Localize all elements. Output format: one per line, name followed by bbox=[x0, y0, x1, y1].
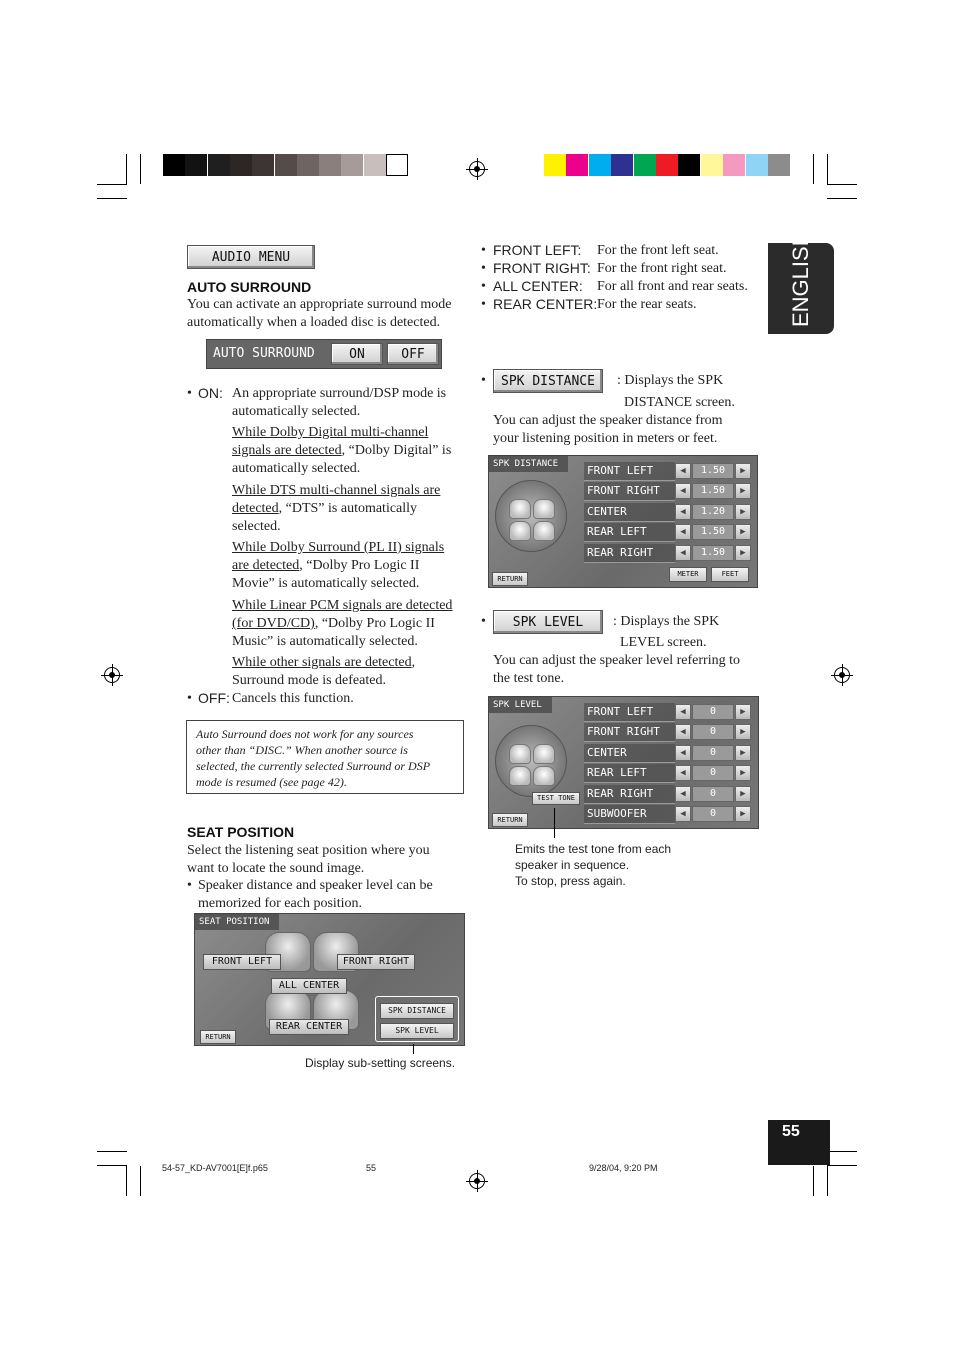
auto-surround-item: While Linear PCM signals are detected (for DVD/CD), “Dolby Pro Logic II Music” is automatically selected. bbox=[232, 598, 453, 649]
decrease-arrow-icon[interactable]: ◀ bbox=[675, 524, 691, 540]
registration-mark-icon bbox=[831, 664, 853, 686]
page-number: 55 bbox=[782, 1123, 800, 1140]
seat-position-intro: Select the listening seat position where you want to locate the sound image. bbox=[187, 843, 430, 876]
crop-mark bbox=[827, 154, 828, 184]
setting-value: 0 bbox=[692, 724, 734, 740]
crop-mark bbox=[126, 154, 127, 184]
setting-row bbox=[584, 523, 754, 541]
color-swatch bbox=[701, 154, 723, 176]
setting-row-name: CENTER bbox=[584, 744, 675, 763]
spk-distance-bullet: • bbox=[481, 373, 486, 388]
setting-value: 1.50 bbox=[692, 545, 734, 561]
crop-mark bbox=[126, 1166, 127, 1196]
seat-bullet: • bbox=[187, 878, 192, 893]
spk-level-text: You can adjust the speaker level referring to the test tone. bbox=[493, 653, 740, 686]
speaker-layout-icon bbox=[495, 725, 567, 797]
side-tab bbox=[768, 230, 834, 334]
color-swatch bbox=[566, 154, 588, 176]
seat-option-bullet: • bbox=[481, 297, 486, 312]
footer-date: 9/28/04, 9:20 PM bbox=[589, 1163, 658, 1173]
spk-distance-menu-button[interactable]: SPK DISTANCE bbox=[493, 369, 603, 393]
setting-value: 1.50 bbox=[692, 524, 734, 540]
increase-arrow-icon[interactable]: ▶ bbox=[735, 463, 751, 479]
seat-option-bullet: • bbox=[481, 243, 486, 258]
setting-row bbox=[584, 503, 754, 521]
increase-arrow-icon[interactable]: ▶ bbox=[735, 545, 751, 561]
increase-arrow-icon[interactable]: ▶ bbox=[735, 504, 751, 520]
decrease-arrow-icon[interactable]: ◀ bbox=[675, 765, 691, 781]
off-bullet: • bbox=[187, 691, 192, 706]
meter-button[interactable]: METER bbox=[669, 567, 707, 582]
color-swatch bbox=[275, 154, 297, 176]
decrease-arrow-icon[interactable]: ◀ bbox=[675, 724, 691, 740]
setting-row bbox=[584, 764, 754, 782]
spk-level-button[interactable]: SPK LEVEL bbox=[380, 1023, 454, 1039]
color-swatch bbox=[589, 154, 611, 176]
decrease-arrow-icon[interactable]: ◀ bbox=[675, 504, 691, 520]
increase-arrow-icon[interactable]: ▶ bbox=[735, 524, 751, 540]
seat-icon bbox=[533, 744, 555, 764]
seat-option-label: FRONT RIGHT: bbox=[493, 260, 591, 276]
setting-row bbox=[584, 703, 754, 721]
seat-position-panel bbox=[194, 913, 465, 1046]
setting-value: 1.20 bbox=[692, 504, 734, 520]
seat-position-caption: Display sub-setting screens. bbox=[305, 1056, 456, 1070]
decrease-arrow-icon[interactable]: ◀ bbox=[675, 786, 691, 802]
seat-option-desc: For all front and rear seats. bbox=[597, 279, 748, 294]
setting-value: 0 bbox=[692, 806, 734, 822]
setting-row-name: SUBWOOFER bbox=[584, 805, 675, 824]
seat-option-label: FRONT LEFT: bbox=[493, 242, 582, 258]
crop-mark bbox=[827, 198, 857, 199]
seat-option-desc: For the front left seat. bbox=[597, 243, 719, 258]
increase-arrow-icon[interactable]: ▶ bbox=[735, 806, 751, 822]
spk-level-panel bbox=[488, 696, 759, 829]
auto-surround-other: While other signals are detected, Surround mode is defeated. bbox=[232, 655, 416, 688]
auto-surround-item: While DTS multi-channel signals are detected, “DTS” is automatically selected. bbox=[232, 483, 441, 534]
audio-menu-button[interactable]: AUDIO MENU bbox=[187, 245, 315, 269]
seat-icon bbox=[509, 521, 531, 541]
registration-mark-icon bbox=[466, 158, 488, 180]
seat-option-bullet: • bbox=[481, 279, 486, 294]
spk-distance-desc-2: DISTANCE screen. bbox=[624, 395, 735, 410]
crop-mark bbox=[827, 1165, 857, 1166]
spk-distance-panel bbox=[488, 455, 758, 588]
seat-option-bullet: • bbox=[481, 261, 486, 276]
spk-level-panel-title: SPK LEVEL bbox=[489, 697, 552, 713]
decrease-arrow-icon[interactable]: ◀ bbox=[675, 806, 691, 822]
crop-mark bbox=[813, 1166, 814, 1196]
color-swatch bbox=[634, 154, 656, 176]
auto-surround-heading: AUTO SURROUND bbox=[187, 279, 312, 295]
setting-row-name: FRONT LEFT bbox=[584, 462, 675, 481]
auto-surround-item: While Dolby Digital multi-channel signals are detected, “Dolby Digital” is automatically selected. bbox=[232, 425, 452, 476]
all-center-button[interactable]: ALL CENTER bbox=[271, 978, 347, 994]
spk-level-bullet: • bbox=[481, 614, 486, 629]
setting-row-name: REAR RIGHT bbox=[584, 544, 675, 563]
spk-level-menu-button[interactable]: SPK LEVEL bbox=[493, 610, 603, 634]
increase-arrow-icon[interactable]: ▶ bbox=[735, 704, 751, 720]
auto-surround-off-button[interactable]: OFF bbox=[387, 343, 439, 365]
color-swatch bbox=[723, 154, 745, 176]
auto-surround-item: While Dolby Surround (PL II) signals are detected, “Dolby Pro Logic II Movie” is automatically selected. bbox=[232, 540, 445, 591]
spk-distance-desc: : Displays the SPK bbox=[617, 373, 724, 388]
color-swatch bbox=[678, 154, 700, 176]
setting-row-name: REAR LEFT bbox=[584, 523, 675, 542]
spk-distance-button[interactable]: SPK DISTANCE bbox=[380, 1003, 454, 1019]
auto-surround-panel bbox=[206, 339, 442, 369]
crop-mark bbox=[827, 1151, 857, 1152]
spk-distance-panel-title: SPK DISTANCE bbox=[489, 456, 568, 472]
page-number-box bbox=[768, 1120, 830, 1165]
side-tab-label: ENGLISH bbox=[788, 230, 813, 327]
footer-page: 55 bbox=[366, 1163, 377, 1173]
color-swatch bbox=[252, 154, 274, 176]
increase-arrow-icon[interactable]: ▶ bbox=[735, 724, 751, 740]
off-label: OFF: bbox=[198, 690, 230, 706]
seat-option-desc: For the front right seat. bbox=[597, 261, 727, 276]
spk-distance-text: You can adjust the speaker distance from your listening position in meters or feet. bbox=[493, 413, 723, 446]
seat-icon bbox=[533, 521, 555, 541]
decrease-arrow-icon[interactable]: ◀ bbox=[675, 704, 691, 720]
on-desc: An appropriate surround/DSP mode is automatically selected. bbox=[232, 386, 447, 419]
crop-mark bbox=[97, 184, 127, 185]
setting-value: 0 bbox=[692, 704, 734, 720]
color-swatch bbox=[544, 154, 566, 176]
setting-row bbox=[584, 744, 754, 762]
seat-position-panel-title: SEAT POSITION bbox=[195, 914, 279, 930]
setting-value: 0 bbox=[692, 765, 734, 781]
crop-mark bbox=[140, 1166, 141, 1196]
color-swatch bbox=[163, 154, 185, 176]
decrease-arrow-icon[interactable]: ◀ bbox=[675, 745, 691, 761]
auto-surround-on-button[interactable]: ON bbox=[331, 343, 383, 365]
setting-row bbox=[584, 462, 754, 480]
off-desc: Cancels this function. bbox=[232, 691, 354, 706]
setting-value: 0 bbox=[692, 745, 734, 761]
seat-position-heading: SEAT POSITION bbox=[187, 824, 295, 840]
increase-arrow-icon[interactable]: ▶ bbox=[735, 765, 751, 781]
color-swatch bbox=[185, 154, 207, 176]
return-button[interactable]: RETURN bbox=[492, 813, 528, 827]
setting-row bbox=[584, 482, 754, 500]
spk-level-desc-2: LEVEL screen. bbox=[620, 635, 707, 650]
increase-arrow-icon[interactable]: ▶ bbox=[735, 786, 751, 802]
seat-option-label: REAR CENTER: bbox=[493, 296, 598, 312]
increase-arrow-icon[interactable]: ▶ bbox=[735, 745, 751, 761]
registration-mark-icon bbox=[101, 664, 123, 686]
decrease-arrow-icon[interactable]: ◀ bbox=[675, 463, 691, 479]
seat-icon bbox=[533, 766, 555, 786]
auto-surround-panel-label: AUTO SURROUND bbox=[213, 346, 315, 361]
increase-arrow-icon[interactable]: ▶ bbox=[735, 483, 751, 499]
color-swatch bbox=[656, 154, 678, 176]
crop-mark bbox=[97, 1151, 127, 1152]
crop-mark bbox=[140, 154, 141, 184]
registration-mark-icon bbox=[466, 1170, 488, 1192]
decrease-arrow-icon[interactable]: ◀ bbox=[675, 545, 691, 561]
color-swatch bbox=[746, 154, 768, 176]
color-swatch bbox=[364, 154, 386, 176]
decrease-arrow-icon[interactable]: ◀ bbox=[675, 483, 691, 499]
color-swatch bbox=[297, 154, 319, 176]
return-button[interactable]: RETURN bbox=[200, 1030, 236, 1044]
seat-option-desc: For the rear seats. bbox=[597, 297, 697, 312]
color-swatch bbox=[319, 154, 341, 176]
setting-row-name: FRONT LEFT bbox=[584, 703, 675, 722]
setting-value: 1.50 bbox=[692, 463, 734, 479]
color-swatch bbox=[230, 154, 252, 176]
return-button[interactable]: RETURN bbox=[492, 572, 528, 586]
auto-surround-intro: You can activate an appropriate surround mode automatically when a loaded disc is detected. bbox=[187, 297, 452, 330]
seat-icon bbox=[533, 499, 555, 519]
crop-mark bbox=[827, 1166, 828, 1196]
setting-row-name: CENTER bbox=[584, 503, 675, 522]
setting-row-name: FRONT RIGHT bbox=[584, 482, 675, 501]
setting-row bbox=[584, 805, 754, 823]
crop-mark bbox=[827, 184, 857, 185]
setting-row-name: REAR RIGHT bbox=[584, 785, 675, 804]
speaker-layout-icon bbox=[495, 480, 567, 552]
setting-row-name: REAR LEFT bbox=[584, 764, 675, 783]
note-box bbox=[186, 720, 464, 794]
setting-value: 1.50 bbox=[692, 483, 734, 499]
note-text: Auto Surround does not work for any sources other than “DISC.” When another source is selected, the currently selected Surround or DSP mode is resumed (see page 42). bbox=[196, 727, 431, 789]
setting-row bbox=[584, 785, 754, 803]
setting-row bbox=[584, 723, 754, 741]
test-tone-caption: Emits the test tone from each speaker in sequence. To stop, press again. bbox=[515, 842, 672, 888]
crop-mark bbox=[97, 198, 127, 199]
seat-option-label: ALL CENTER: bbox=[493, 278, 583, 294]
front-left-button[interactable]: FRONT LEFT bbox=[203, 954, 281, 970]
callout-line bbox=[554, 808, 555, 838]
feet-button[interactable]: FEET bbox=[711, 567, 749, 582]
color-swatch bbox=[341, 154, 363, 176]
color-swatch bbox=[386, 154, 408, 176]
rear-center-button[interactable]: REAR CENTER bbox=[269, 1019, 349, 1035]
crop-mark bbox=[97, 1165, 127, 1166]
seat-icon bbox=[509, 766, 531, 786]
seat-position-note: Speaker distance and speaker level can be memorized for each position. bbox=[198, 878, 433, 911]
color-swatch bbox=[208, 154, 230, 176]
setting-value: 0 bbox=[692, 786, 734, 802]
on-bullet: • bbox=[187, 386, 192, 401]
on-label: ON: bbox=[198, 385, 223, 401]
crop-mark bbox=[813, 154, 814, 184]
setting-row bbox=[584, 544, 754, 562]
footer-file: 54-57_KD-AV7001[E]f.p65 bbox=[162, 1163, 268, 1173]
seat-icon bbox=[509, 744, 531, 764]
setting-row-name: FRONT RIGHT bbox=[584, 723, 675, 742]
color-swatch bbox=[768, 154, 790, 176]
callout-line bbox=[413, 1044, 414, 1054]
front-right-button[interactable]: FRONT RIGHT bbox=[337, 954, 415, 970]
test-tone-button[interactable]: TEST TONE bbox=[532, 792, 580, 805]
seat-icon bbox=[509, 499, 531, 519]
spk-level-desc: : Displays the SPK bbox=[613, 614, 720, 629]
color-swatch bbox=[611, 154, 633, 176]
